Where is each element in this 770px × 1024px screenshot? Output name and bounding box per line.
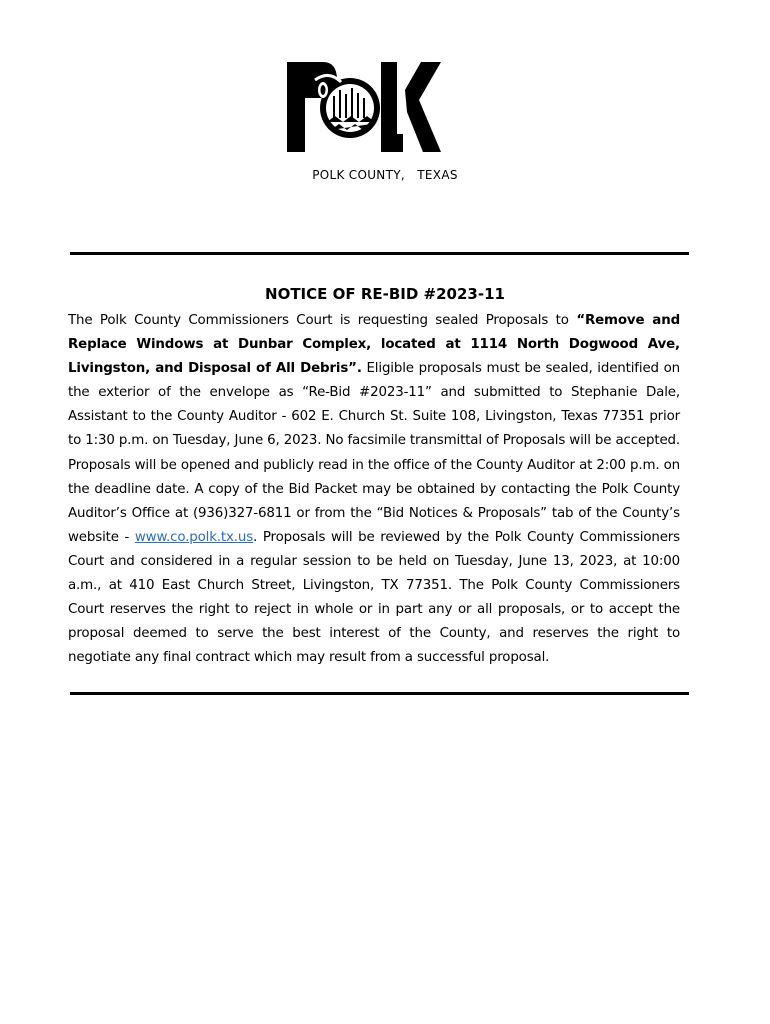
notice-body bbox=[68, 309, 680, 670]
county-name: POLK COUNTY, TEXAS bbox=[312, 168, 458, 182]
polk-county-logo bbox=[285, 60, 443, 155]
bottom-divider bbox=[70, 692, 689, 695]
notice-title: NOTICE OF RE-BID #2023-11 bbox=[265, 285, 505, 303]
notice-closing: . Proposals will be reviewed by the Polk County Commissioners Court and considered in a regular session to be held on Tuesday, June 13, 2023, at 10:00 a.m., at 410 East Church Street, Livingston, TX 77351. The Polk County Commissioners Court reserves the right to reject in whole or in part any or all proposals, or to accept the proposal deemed to serve the best interest of the County, and reserves the right to negotiate any final contract which may result from a successful proposal. bbox=[68, 529, 680, 666]
top-divider bbox=[70, 252, 689, 255]
notice-intro: The Polk County Commissioners Court is requesting sealed Proposals to bbox=[68, 313, 577, 328]
county-website-link[interactable]: www.co.polk.tx.us bbox=[134, 529, 254, 545]
notice-details: Eligible proposals must be sealed, identified on the exterior of the envelope as “Re-Bid #2023-11” and submitted to Stephanie Dale, Assistant to the County Auditor - 602 E. Church St. Suite 108, Livingston, Texas 77351 prior to 1:30 p.m. on Tuesday, June 6, 2023. No facsimile transmittal of Proposals will be accepted. Proposals will be opened and publicly read in the office of the County Auditor at 2:00 p.m. on the deadline date. A copy of the Bid Packet may be obtained by contacting the Polk County Auditor’s Office at (936)327-6811 or from the “Bid Notices & Proposals” tab of the County’s website - bbox=[68, 361, 681, 545]
notice-project: “Remove and Replace Windows at Dunbar Complex, located at 1114 North Dogwood Ave, Livingston, and Disposal of All Debris”. bbox=[68, 313, 681, 377]
